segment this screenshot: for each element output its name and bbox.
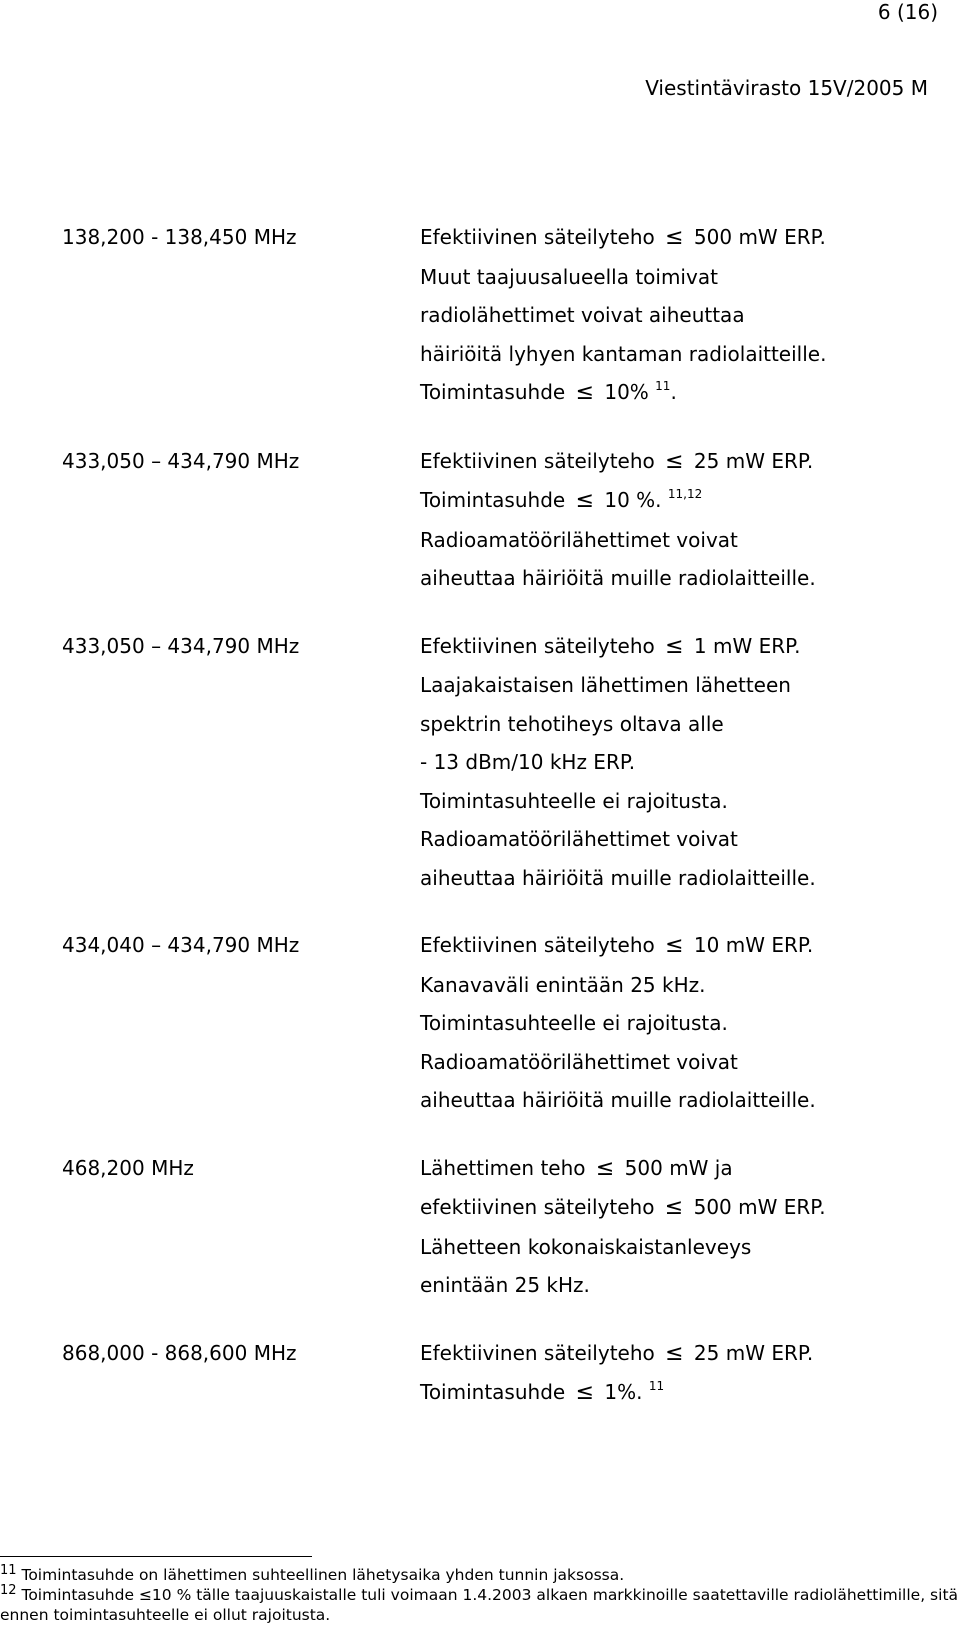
less-or-equal-symbol: ≤ <box>575 380 594 405</box>
line-text: Efektiivinen säteilyteho <box>420 633 655 658</box>
requirement-line <box>420 521 942 560</box>
requirement-line <box>420 820 942 859</box>
line-text: radiolähettimet voivat aiheuttaa <box>420 303 745 327</box>
requirement-line <box>420 1043 942 1082</box>
frequency-band: 868,000 - 868,600 MHz <box>62 1340 297 1365</box>
line-value: 1%. <box>604 1380 643 1404</box>
requirement-text <box>420 1334 942 1413</box>
frequency-entry <box>62 627 942 898</box>
line-value: 500 mW ERP. <box>693 225 826 249</box>
line-text: Efektiivinen säteilyteho <box>420 933 655 957</box>
line-value: 500 mW ja <box>624 1155 733 1180</box>
frequency-entry <box>62 926 942 1120</box>
requirement-line <box>420 258 942 297</box>
footnote-number: 11 <box>0 1563 17 1578</box>
requirement-line <box>420 966 942 1005</box>
requirement-line <box>420 1334 942 1374</box>
requirement-line <box>420 373 942 413</box>
line-text: Laajakaistaisen lähettimen lähetteen <box>420 673 791 697</box>
line-text: Radioamatöörilähettimet voivat <box>420 527 738 552</box>
frequency-entry <box>62 1334 942 1413</box>
requirement-line <box>420 296 942 335</box>
frequency-band: 468,200 MHz <box>62 1155 194 1180</box>
less-or-equal-symbol: ≤ <box>665 448 684 474</box>
line-text: aiheuttaa häiriöitä muille radiolaitteille. <box>420 865 816 890</box>
less-or-equal-symbol: ≤ <box>595 1155 615 1181</box>
requirement-text <box>420 442 942 598</box>
line-text: Efektiivinen säteilyteho <box>420 225 655 249</box>
footnotes <box>0 1565 960 1625</box>
frequency-band: 433,050 – 434,790 MHz <box>62 448 300 473</box>
footnote <box>0 1585 960 1625</box>
footnote-divider <box>0 1556 312 1557</box>
requirement-line <box>420 1004 942 1043</box>
line-text: Radioamatöörilähettimet voivat <box>420 827 738 851</box>
requirement-line <box>420 1373 942 1413</box>
less-or-equal-symbol: ≤ <box>665 1340 684 1366</box>
line-value: 10 mW ERP. <box>693 933 814 957</box>
line-text: Lähettimen teho <box>420 1155 586 1180</box>
requirement-line <box>420 1081 942 1120</box>
less-or-equal-symbol: ≤ <box>665 633 684 659</box>
requirement-line <box>420 335 942 374</box>
line-text: Toimintasuhteelle ei rajoitusta. <box>420 788 728 813</box>
requirement-line <box>420 1228 942 1267</box>
line-text: häiriöitä lyhyen kantaman radiolaitteille. <box>420 341 827 366</box>
requirement-line <box>420 1266 942 1305</box>
less-or-equal-symbol: ≤ <box>665 225 684 250</box>
frequency-band: 433,050 – 434,790 MHz <box>62 633 300 658</box>
requirement-line <box>420 743 942 782</box>
footnote-text: Toimintasuhde ≤10 % tälle taajuuskaistalle tuli voimaan 1.4.2003 alkaen markkinoille saatettaville radiolähettimille, sitä ennen toimintasuhteelle ei ollut rajoitusta. <box>0 1586 959 1624</box>
less-or-equal-symbol: ≤ <box>664 1195 684 1220</box>
requirement-line <box>420 666 942 705</box>
requirement-line <box>420 1149 942 1189</box>
frequency-table <box>62 218 942 1442</box>
less-or-equal-symbol: ≤ <box>575 488 594 513</box>
line-text: spektrin tehotiheys oltava alle <box>420 711 724 736</box>
line-text: aiheuttaa häiriöitä muille radiolaitteille. <box>420 1088 816 1112</box>
requirement-line <box>420 627 942 667</box>
line-text: enintään 25 kHz. <box>420 1273 590 1297</box>
line-value: 10 %. <box>604 488 662 512</box>
document-id: Viestintävirasto 15V/2005 M <box>645 76 928 100</box>
frequency-entry <box>62 218 942 413</box>
requirement-line <box>420 481 942 521</box>
requirement-text <box>420 627 942 898</box>
line-text: Lähetteen kokonaiskaistanleveys <box>420 1234 752 1259</box>
line-text: - 13 dBm/10 kHz ERP. <box>420 750 636 774</box>
line-value: 25 mW ERP. <box>693 1340 814 1365</box>
line-text: Toimintasuhde <box>420 380 566 404</box>
requirement-text <box>420 926 942 1120</box>
requirement-line <box>420 705 942 744</box>
footnote-reference: 11 <box>648 1379 665 1393</box>
frequency-entry <box>62 442 942 598</box>
line-tail: . <box>670 380 677 404</box>
line-text: aiheuttaa häiriöitä muille radiolaitteille. <box>420 566 816 590</box>
line-value: 1 mW ERP. <box>693 633 801 658</box>
line-text: Kanavaväli enintään 25 kHz. <box>420 972 706 997</box>
frequency-band: 138,200 - 138,450 MHz <box>62 225 297 249</box>
footnote-reference: 11,12 <box>667 487 703 501</box>
requirement-text <box>420 1149 942 1305</box>
line-value: 25 mW ERP. <box>693 448 814 473</box>
line-text: Muut taajuusalueella toimivat <box>420 264 718 289</box>
line-text: Toimintasuhde <box>420 1380 566 1404</box>
line-text: Toimintasuhde <box>420 488 566 512</box>
line-text: Radioamatöörilähettimet voivat <box>420 1049 738 1074</box>
line-value: 500 mW ERP. <box>693 1195 826 1219</box>
line-text: Efektiivinen säteilyteho <box>420 1340 655 1365</box>
requirement-line <box>420 782 942 821</box>
footnote-text: Toimintasuhde on lähettimen suhteellinen lähetysaika yhden tunnin jaksossa. <box>21 1566 625 1584</box>
requirement-line <box>420 442 942 482</box>
less-or-equal-symbol: ≤ <box>575 1380 594 1405</box>
requirement-line <box>420 218 942 258</box>
page-number: 6 (16) <box>877 0 938 24</box>
frequency-entry <box>62 1149 942 1305</box>
requirement-line <box>420 859 942 898</box>
line-value: 10% <box>604 380 649 404</box>
footnote-reference: 11 <box>655 379 671 393</box>
footnote-number: 12 <box>0 1583 17 1598</box>
line-text: Toimintasuhteelle ei rajoitusta. <box>420 1011 728 1035</box>
less-or-equal-symbol: ≤ <box>665 933 684 958</box>
frequency-band: 434,040 – 434,790 MHz <box>62 933 300 957</box>
line-text: efektiivinen säteilyteho <box>420 1195 655 1219</box>
requirement-line <box>420 1188 942 1228</box>
requirement-line <box>420 926 942 966</box>
requirement-line <box>420 559 942 598</box>
requirement-text <box>420 218 942 413</box>
line-text: Efektiivinen säteilyteho <box>420 448 655 473</box>
footnote <box>0 1565 960 1585</box>
